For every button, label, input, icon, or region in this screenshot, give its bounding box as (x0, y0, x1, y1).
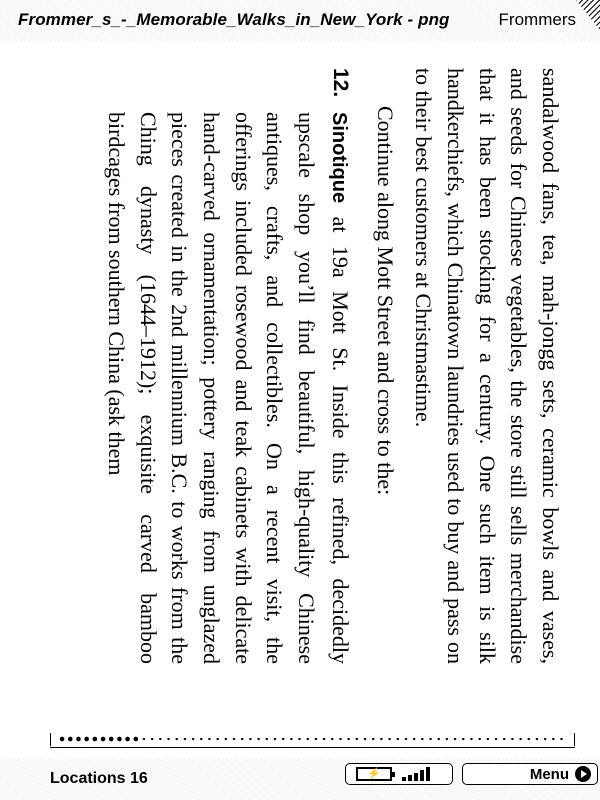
page-corner-fold-icon[interactable] (576, 0, 600, 30)
entry-number: 12. (328, 68, 352, 98)
menu-button[interactable] (462, 763, 598, 785)
entry-text-cont: to works from the Ching dynasty (1644–1912); exquisite carved bamboo birdcages from southern China (ask them (103, 112, 193, 664)
progress-start-tick (50, 733, 51, 746)
reading-progress-bar[interactable] (50, 733, 575, 748)
device-status (345, 763, 453, 785)
entry-text: at 19a Mott St. Inside this refined, decidedly upscale shop you’ll find beautiful, high-quality Chinese antiques, crafts, and collectibles. On a recent visit, the offerings included rosewood and teak cabinets with delicate hand-carved ornamentation; pottery ranging from unglazed pieces created in the 2nd millennium (167, 112, 353, 664)
rotated-content (40, 52, 572, 698)
entry-body (100, 112, 356, 664)
paragraph: sandalwood fans, tea, mah-jongg sets, ceramic bowls and vases, and seeds for Chinese vegetables, the store still sells merchandise that it has been stocking for a century. One such item is silk handkerchiefs, which Chinatown laundries used to buy and pass on to their best customers at Christmastime. (411, 68, 563, 664)
continue-line: Continue along Mott Street and cross to the: (373, 106, 399, 496)
menu-arrow-icon (575, 766, 591, 782)
progress-dots-read (58, 736, 139, 742)
reading-page[interactable] (40, 52, 572, 698)
walk-stop-entry (100, 68, 356, 664)
menu-label: Menu (529, 765, 569, 783)
entry-name: Sinotique (327, 112, 350, 204)
era-abbrev: B.C. (167, 453, 193, 494)
battery-charging-icon: ⚡ (356, 767, 392, 781)
status-bar (0, 758, 600, 800)
wireless-signal-icon (402, 767, 430, 781)
document-title: Frommer_s_-_Memorable_Walks_in_New_York - png (18, 10, 450, 29)
location-indicator: Locations 16 (50, 770, 148, 787)
app-name: Frommers (498, 10, 576, 29)
title-bar (0, 0, 600, 42)
book-text (100, 68, 566, 664)
progress-end-tick (574, 733, 575, 746)
